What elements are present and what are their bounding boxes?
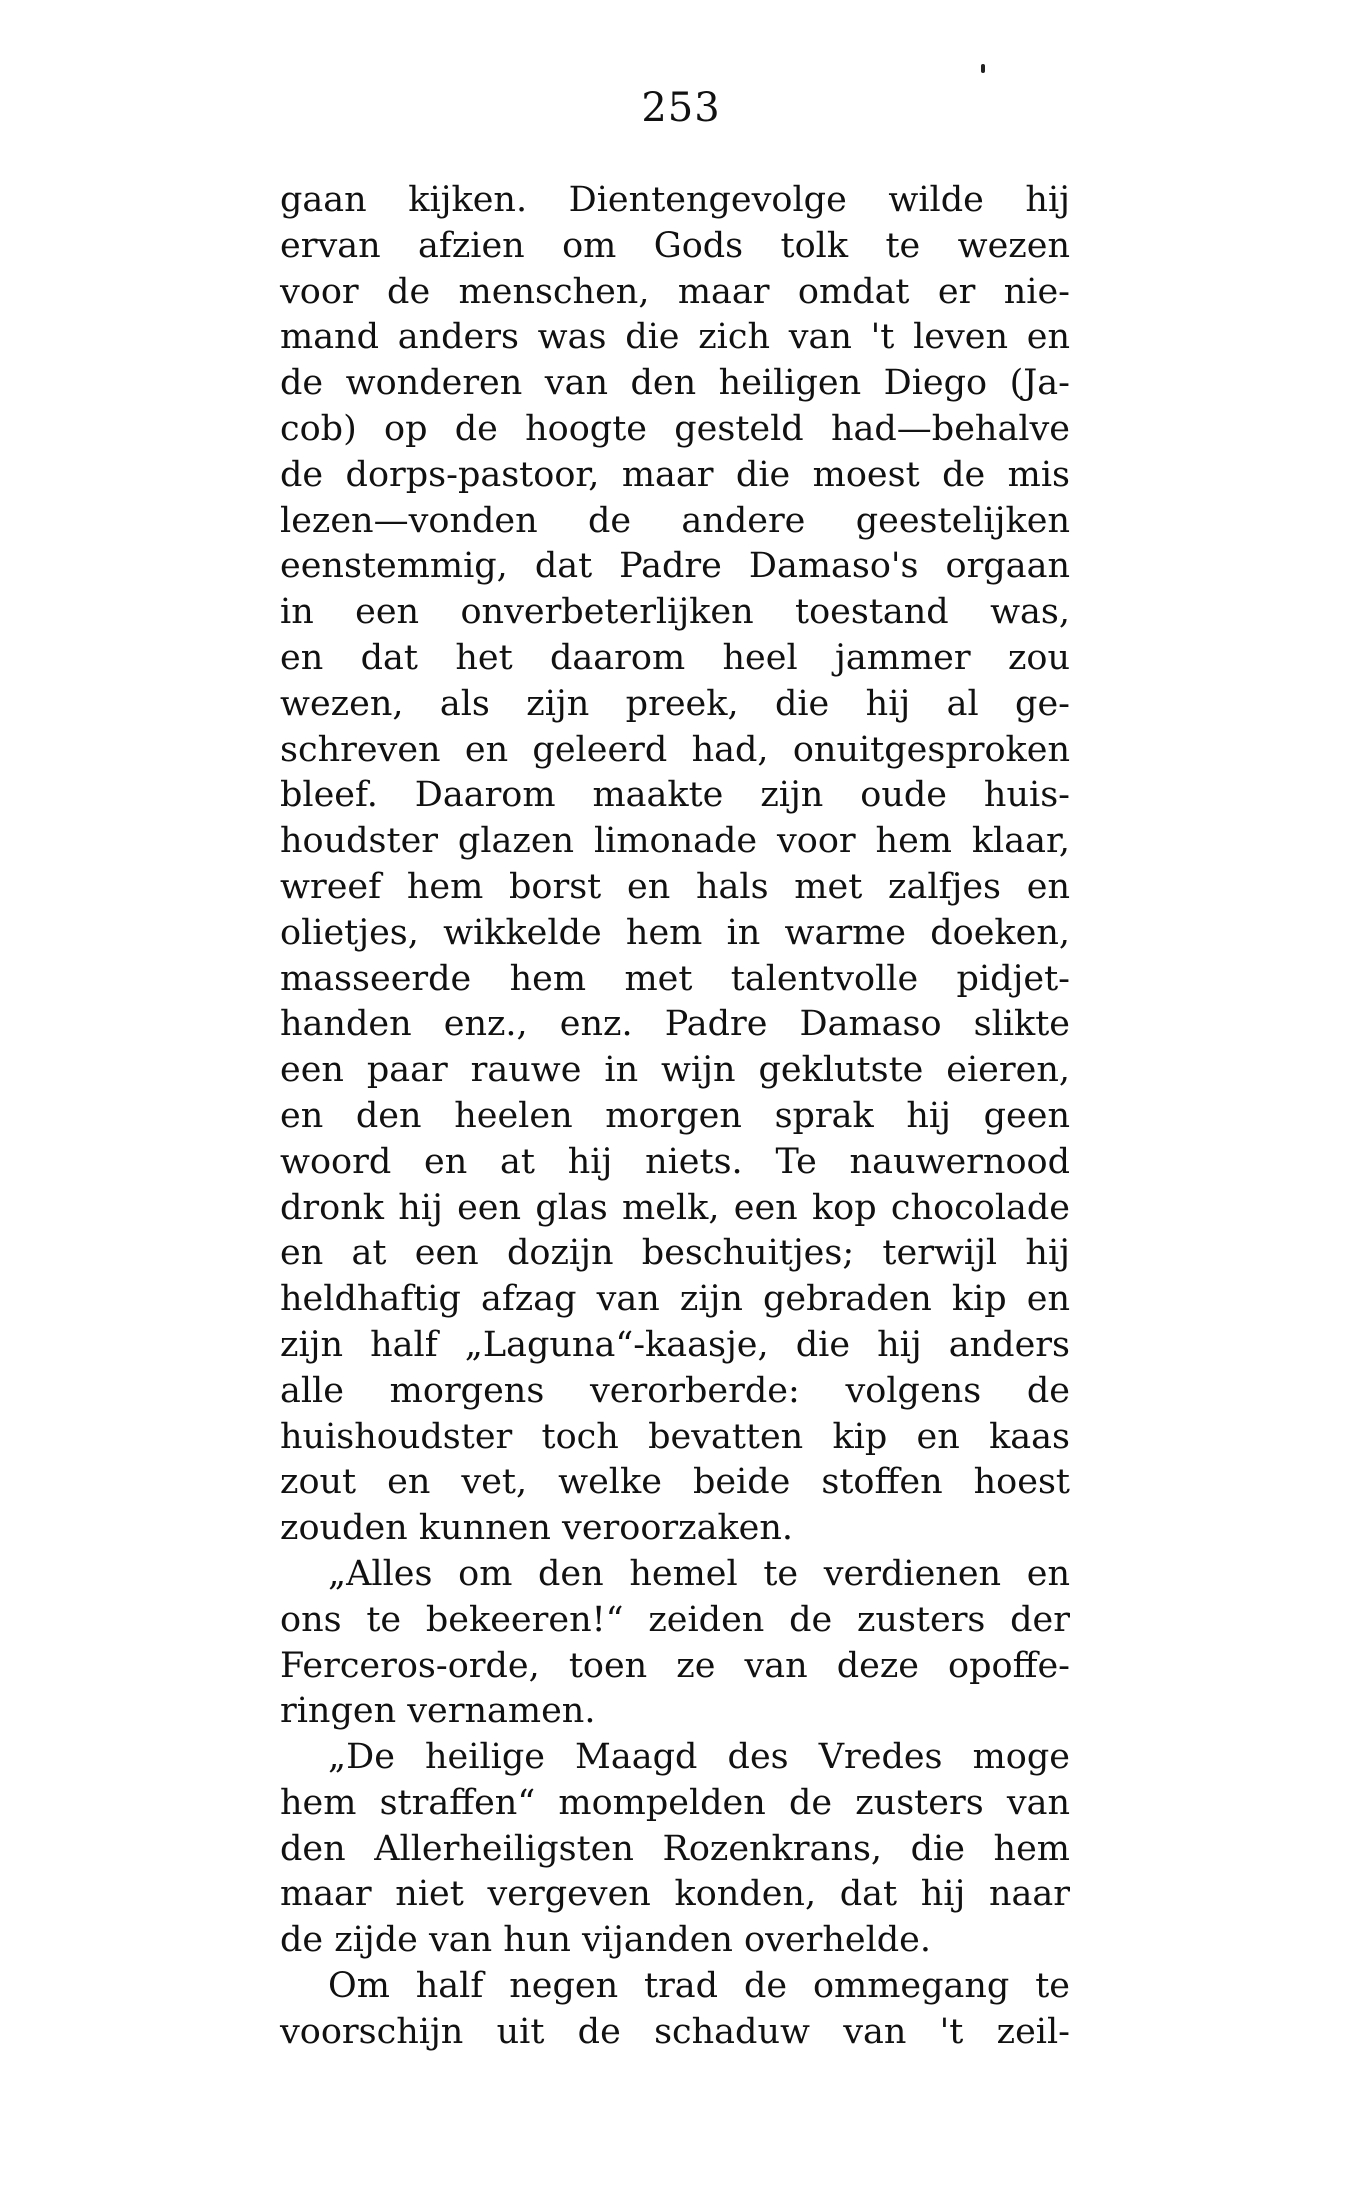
text-line: woord en at hij niets. Te nauwernood: [280, 1141, 1070, 1182]
text-line: huishoudster toch bevatten kip en kaas: [280, 1416, 1070, 1457]
text-line: en dat het daarom heel jammer zou: [280, 637, 1070, 678]
text-line: „De heilige Maagd des Vredes moge: [328, 1737, 1070, 1778]
text-line: masseerde hem met talentvolle pidjet-: [280, 958, 1070, 999]
text-line: zouden kunnen veroorzaken.: [280, 1508, 794, 1549]
text-line: en at een dozijn beschuitjes; terwijl hij: [280, 1233, 1070, 1274]
text-line: lezen—vonden de andere geestelijken: [280, 500, 1070, 541]
text-line: en den heelen morgen sprak hij geen: [280, 1095, 1070, 1136]
text-line: mand anders was die zich van 't leven en: [280, 317, 1070, 358]
text-line: cob) op de hoogte gesteld had—behalve: [280, 408, 1070, 449]
text-line: dronk hij een glas melk, een kop chocolade: [280, 1187, 1070, 1228]
text-line: voorschijn uit de schaduw van 't zeil-: [280, 2011, 1070, 2052]
text-line: zout en vet, welke beide stoffen hoest: [280, 1462, 1070, 1503]
text-line: Om half negen trad de ommegang te: [328, 1966, 1070, 2007]
text-line: bleef. Daarom maakte zijn oude huis-: [280, 775, 1070, 816]
text-line: ervan afzien om Gods tolk te wezen: [280, 225, 1070, 266]
text-line: de zijde van hun vijanden overhelde.: [280, 1920, 932, 1961]
text-line: ons te bekeeren!“ zeiden de zusters der: [280, 1599, 1070, 1640]
text-line: eenstemmig, dat Padre Damaso's orgaan: [280, 546, 1070, 587]
text-line: Ferceros-orde, toen ze van deze opoffe-: [280, 1645, 1070, 1686]
text-line: gaan kijken. Dientengevolge wilde hij: [280, 180, 1070, 220]
text-line: heldhaftig afzag van zijn gebraden kip en: [280, 1279, 1070, 1320]
text-line: wreef hem borst en hals met zalfjes en: [280, 866, 1070, 907]
text-line: een paar rauwe in wijn geklutste eieren,: [280, 1050, 1070, 1091]
text-line: in een onverbeterlijken toestand was,: [280, 592, 1070, 633]
text-line: den Allerheiligsten Rozenkrans, die hem: [280, 1828, 1070, 1869]
text-line: „Alles om den hemel te verdienen en: [328, 1553, 1070, 1594]
text-line: schreven en geleerd had, onuitgesproken: [280, 729, 1070, 770]
text-line: alle morgens verorberde: volgens de: [280, 1370, 1070, 1411]
text-line: houdster glazen limonade voor hem klaar,: [280, 821, 1070, 862]
body-text: [280, 178, 1070, 2056]
text-line: hem straffen“ mompelden de zusters van: [280, 1782, 1070, 1823]
text-line: wezen, als zijn preek, die hij al ge-: [280, 683, 1070, 724]
text-line: olietjes, wikkelde hem in warme doeken,: [280, 912, 1070, 953]
text-line: handen enz., enz. Padre Damaso slikte: [280, 1004, 1070, 1045]
text-line: ringen vernamen.: [280, 1691, 596, 1732]
text-line: de wonderen van den heiligen Diego (Ja-: [280, 363, 1070, 404]
text-line: de dorps-pastoor, maar die moest de mis: [280, 454, 1070, 495]
text-line: zijn half „Laguna“-kaasje, die hij anders: [280, 1324, 1070, 1365]
print-speck: [981, 64, 985, 73]
text-line: voor de menschen, maar omdat er nie-: [280, 271, 1070, 312]
page-number: 253: [641, 85, 721, 131]
text-line: maar niet vergeven konden, dat hij naar: [280, 1874, 1070, 1915]
